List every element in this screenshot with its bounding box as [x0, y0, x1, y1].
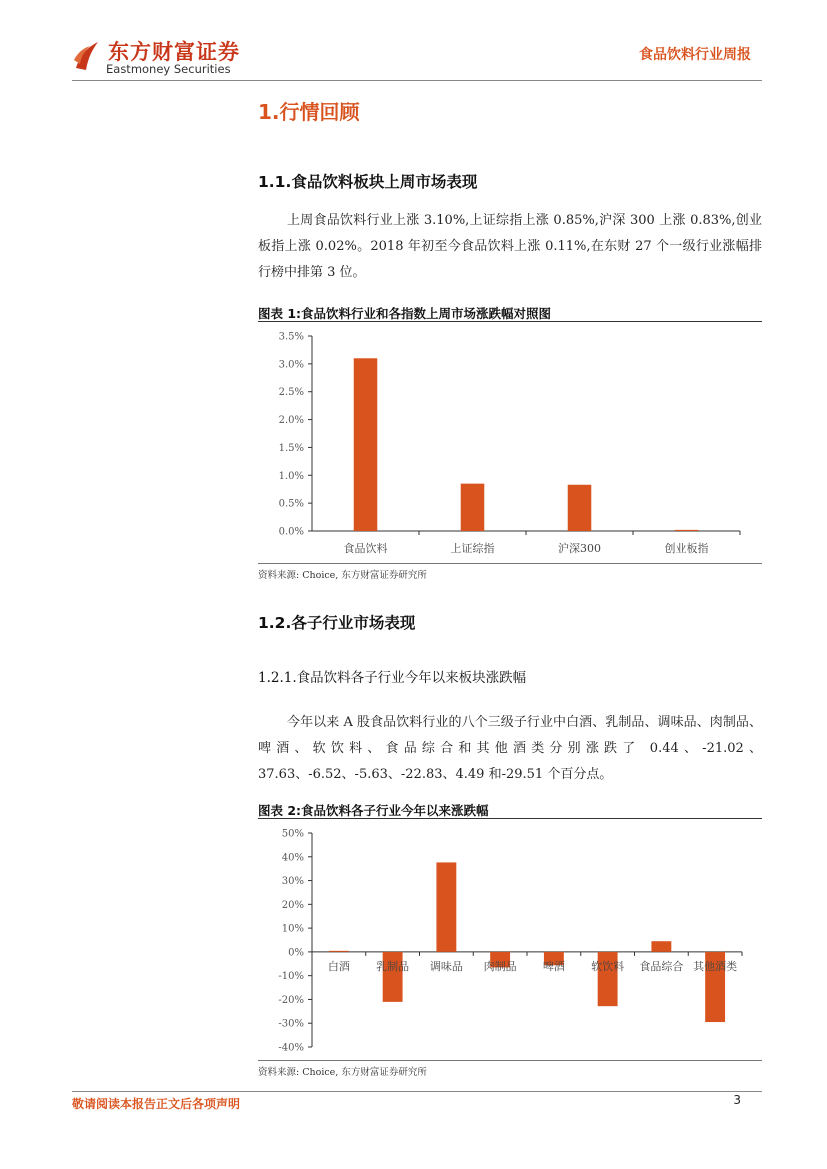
x-tick-label: 啤酒 — [542, 959, 565, 973]
y-tick-label: 1.0% — [278, 470, 304, 482]
figure-title: 图表 1:食品饮料行业和各指数上周市场涨跌幅对照图 — [258, 306, 552, 321]
y-tick-label: 0.0% — [278, 526, 304, 538]
x-tick-label: 肉制品 — [483, 959, 517, 973]
x-tick-label: 其他酒类 — [693, 959, 738, 973]
figure-source: 资料来源: Choice, 东方财富证券研究所 — [258, 570, 427, 581]
y-tick-label: -30% — [278, 1018, 304, 1030]
y-tick-label: 0% — [288, 947, 304, 959]
page-number: 3 — [733, 1093, 741, 1107]
x-tick-label: 调味品 — [429, 959, 463, 973]
y-tick-label: 2.5% — [278, 387, 304, 399]
x-tick-label: 食品综合 — [639, 959, 684, 973]
figure-source: 资料来源: Choice, 东方财富证券研究所 — [258, 1067, 427, 1078]
footer-divider — [72, 1091, 762, 1092]
x-tick-label: 上证综指 — [450, 542, 495, 555]
y-tick-label: 3.0% — [278, 359, 304, 371]
y-tick-label: -40% — [278, 1042, 304, 1054]
bar — [568, 485, 592, 531]
report-type: 食品饮料行业周报 — [639, 47, 751, 63]
brand-name-en: Eastmoney Securities — [106, 62, 231, 76]
x-tick-label: 沪深300 — [558, 542, 601, 555]
bar — [461, 484, 485, 531]
bar — [354, 358, 378, 531]
y-tick-label: 10% — [281, 923, 304, 935]
bar — [329, 951, 349, 952]
figure-bottom-rule — [258, 1060, 762, 1061]
y-tick-label: 2.0% — [278, 415, 304, 427]
subindustry-performance-chart — [258, 819, 762, 1059]
figure-title: 图表 2:食品饮料各子行业今年以来涨跌幅 — [258, 803, 489, 818]
y-tick-label: 30% — [281, 876, 304, 888]
subsection-title: 1.1.食品饮料板块上周市场表现 — [258, 173, 478, 191]
figure-bottom-rule — [258, 563, 762, 564]
y-tick-label: 50% — [281, 828, 304, 840]
y-tick-label: 20% — [281, 899, 304, 911]
disclaimer-note: 敬请阅读本报告正文后各项声明 — [72, 1097, 241, 1111]
y-tick-label: 1.5% — [278, 442, 304, 454]
index-performance-chart — [258, 322, 762, 562]
y-tick-label: 40% — [281, 852, 304, 864]
bar — [651, 941, 671, 952]
bar — [436, 862, 456, 951]
brand-name-cn: 东方财富证券 — [108, 40, 240, 64]
bar — [675, 530, 699, 531]
sub-subsection-title: 1.2.1.食品饮料各子行业今年以来板块涨跌幅 — [258, 670, 527, 686]
paragraph: 今年以来 A 股食品饮料行业的八个三级子行业中白酒、乳制品、调味品、肉制品、啤酒、软饮料、食品综合和其他酒类分别涨跌了 0.44、-21.02、37.63、-6.52、-5.63、-22.83、4.49 和-29.51 个百分点。 — [258, 715, 762, 782]
y-tick-label: 0.5% — [278, 498, 304, 510]
eastmoney-logo-icon — [72, 38, 102, 72]
x-tick-label: 乳制品 — [376, 959, 410, 973]
section-title: 1.行情回顾 — [258, 100, 360, 124]
y-tick-label: -10% — [278, 971, 304, 983]
paragraph: 上周食品饮料行业上涨 3.10%,上证综指上涨 0.85%,沪深 300 上涨 0.83%,创业板指上涨 0.02%。2018 年初至今食品饮料上涨 0.11%,在东财 27 个一级行业涨幅排行榜中排第 3 位。 — [258, 213, 762, 280]
y-tick-label: 3.5% — [278, 331, 304, 343]
x-tick-label: 白酒 — [327, 959, 350, 973]
x-tick-label: 创业板指 — [664, 542, 709, 555]
y-tick-label: -20% — [278, 994, 304, 1006]
x-tick-label: 软饮料 — [591, 959, 625, 973]
subsection-title: 1.2.各子行业市场表现 — [258, 614, 416, 632]
header-divider — [72, 80, 762, 81]
x-tick-label: 食品饮料 — [343, 542, 388, 555]
